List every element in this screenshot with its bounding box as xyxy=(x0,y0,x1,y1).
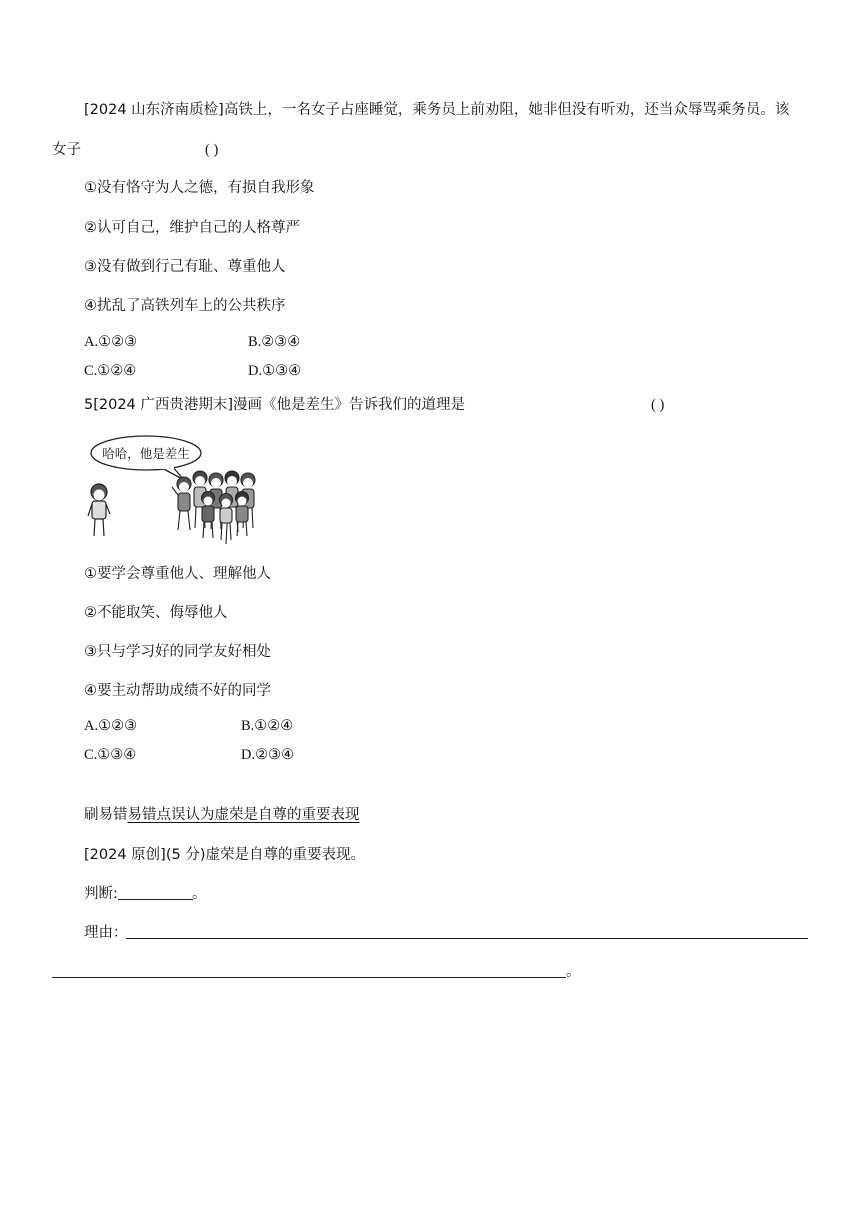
crowd-figures xyxy=(172,471,255,544)
q2-option-c: C.①③④ xyxy=(84,747,137,763)
judge-end: 。 xyxy=(192,886,207,902)
q1-answer-paren: ( ) xyxy=(205,142,219,158)
speech-bubble-text: 哈哈，他是差生 xyxy=(102,446,190,461)
cartoon-illustration xyxy=(84,432,274,552)
q1-option-c: C.①②④ xyxy=(84,363,137,379)
q2-item-2: ②不能取笑、侮辱他人 xyxy=(84,605,228,621)
q2-item-1: ①要学会尊重他人、理解他人 xyxy=(84,566,271,582)
section-stem: [2024 原创](5 分)虚荣是自尊的重要表现。 xyxy=(84,847,365,863)
section-heading-topic: 易错点误认为虚荣是自尊的重要表现 xyxy=(127,807,360,823)
q1-option-b: B.②③④ xyxy=(248,334,301,350)
q1-item-4: ④扰乱了高铁列车上的公共秩序 xyxy=(84,298,286,314)
q2-stem: 5[2024 广西贵港期末]漫画《他是差生》告诉我们的道理是 xyxy=(84,397,466,413)
q2-option-b: B.①②④ xyxy=(241,718,294,734)
reason-label: 理由： xyxy=(84,925,128,941)
section-heading xyxy=(84,805,360,825)
q1-option-a: A.①②③ xyxy=(84,334,138,350)
judge-answer-blank[interactable] xyxy=(118,899,193,900)
q1-item-2: ②认可自己，维护自己的人格尊严 xyxy=(84,220,300,236)
reason-answer-blank-line1[interactable] xyxy=(126,938,808,939)
q1-stem-line2: 女子 xyxy=(52,142,81,158)
section-heading-prefix: 刷易错 xyxy=(84,807,128,823)
reason-answer-blank-line2[interactable] xyxy=(52,977,566,978)
reason-end: 。 xyxy=(566,964,581,980)
q2-item-4: ④要主动帮助成绩不好的同学 xyxy=(84,683,271,699)
q2-option-d: D.②③④ xyxy=(241,747,295,763)
q1-item-3: ③没有做到行己有耻、尊重他人 xyxy=(84,259,286,275)
q1-item-1: ①没有恪守为人之德，有损自我形象 xyxy=(84,180,315,196)
judge-label: 判断: xyxy=(84,886,118,902)
q2-answer-paren: ( ) xyxy=(651,397,665,413)
q2-option-a: A.①②③ xyxy=(84,718,138,734)
lone-student-figure xyxy=(88,484,110,536)
q2-item-3: ③只与学习好的同学友好相处 xyxy=(84,644,271,660)
q1-stem-line1: [2024 山东济南质检]高铁上，一名女子占座睡觉，乘务员上前劝阻，她非但没有听劝，还当众辱骂乘务员。该 xyxy=(84,102,790,118)
q1-option-d: D.①③④ xyxy=(248,363,302,379)
